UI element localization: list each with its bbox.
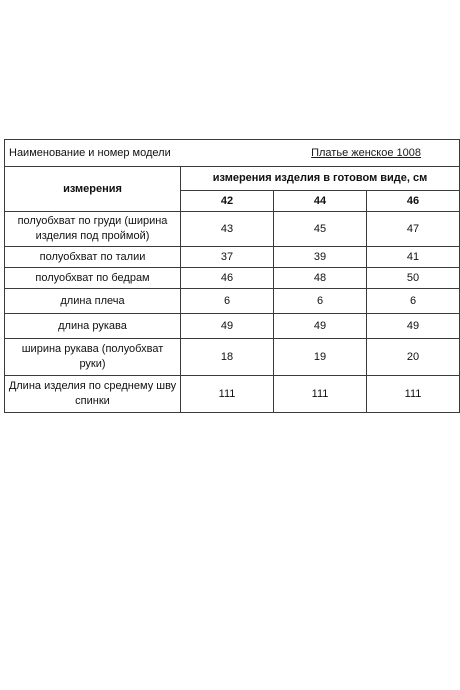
cell-value: 39 — [274, 247, 367, 268]
cell-value: 49 — [274, 314, 367, 339]
table-row — [5, 314, 460, 339]
size-chart-sheet — [4, 139, 459, 413]
size-chart-table — [4, 139, 460, 413]
cell-value: 20 — [367, 339, 460, 376]
cell-value: 46 — [181, 268, 274, 289]
header-row — [5, 167, 460, 191]
row-label: полуобхват по бедрам — [5, 268, 181, 289]
cell-value: 111 — [367, 376, 460, 413]
cell-value: 47 — [367, 212, 460, 247]
model-title-cell — [274, 140, 460, 167]
cell-value: 48 — [274, 268, 367, 289]
measurements-header: измерения — [5, 167, 181, 212]
table-row — [5, 376, 460, 413]
table-row — [5, 268, 460, 289]
title-row — [5, 140, 460, 167]
cell-value: 45 — [274, 212, 367, 247]
cell-value: 6 — [181, 289, 274, 314]
cell-value: 18 — [181, 339, 274, 376]
table-row — [5, 212, 460, 247]
cell-value: 50 — [367, 268, 460, 289]
model-name-label: Наименование и номер модели — [5, 140, 274, 167]
row-label: длина рукава — [5, 314, 181, 339]
cell-value: 37 — [181, 247, 274, 268]
table-row — [5, 247, 460, 268]
table-row — [5, 289, 460, 314]
model-title: Платье женское 1008 — [311, 146, 422, 159]
cell-value: 6 — [274, 289, 367, 314]
cell-value: 6 — [367, 289, 460, 314]
cell-value: 49 — [181, 314, 274, 339]
size-header-44: 44 — [274, 191, 367, 212]
row-label: полуобхват по талии — [5, 247, 181, 268]
group-header: измерения изделия в готовом виде, см — [181, 167, 460, 191]
size-header-42: 42 — [181, 191, 274, 212]
table-row — [5, 339, 460, 376]
cell-value: 43 — [181, 212, 274, 247]
row-label: Длина изделия по среднему шву спинки — [5, 376, 181, 413]
row-label: ширина рукава (полуобхват руки) — [5, 339, 181, 376]
cell-value: 111 — [181, 376, 274, 413]
cell-value: 49 — [367, 314, 460, 339]
cell-value: 19 — [274, 339, 367, 376]
size-header-46: 46 — [367, 191, 460, 212]
row-label: полуобхват по груди (ширина изделия под проймой) — [5, 212, 181, 247]
row-label: длина плеча — [5, 289, 181, 314]
cell-value: 41 — [367, 247, 460, 268]
cell-value: 111 — [274, 376, 367, 413]
